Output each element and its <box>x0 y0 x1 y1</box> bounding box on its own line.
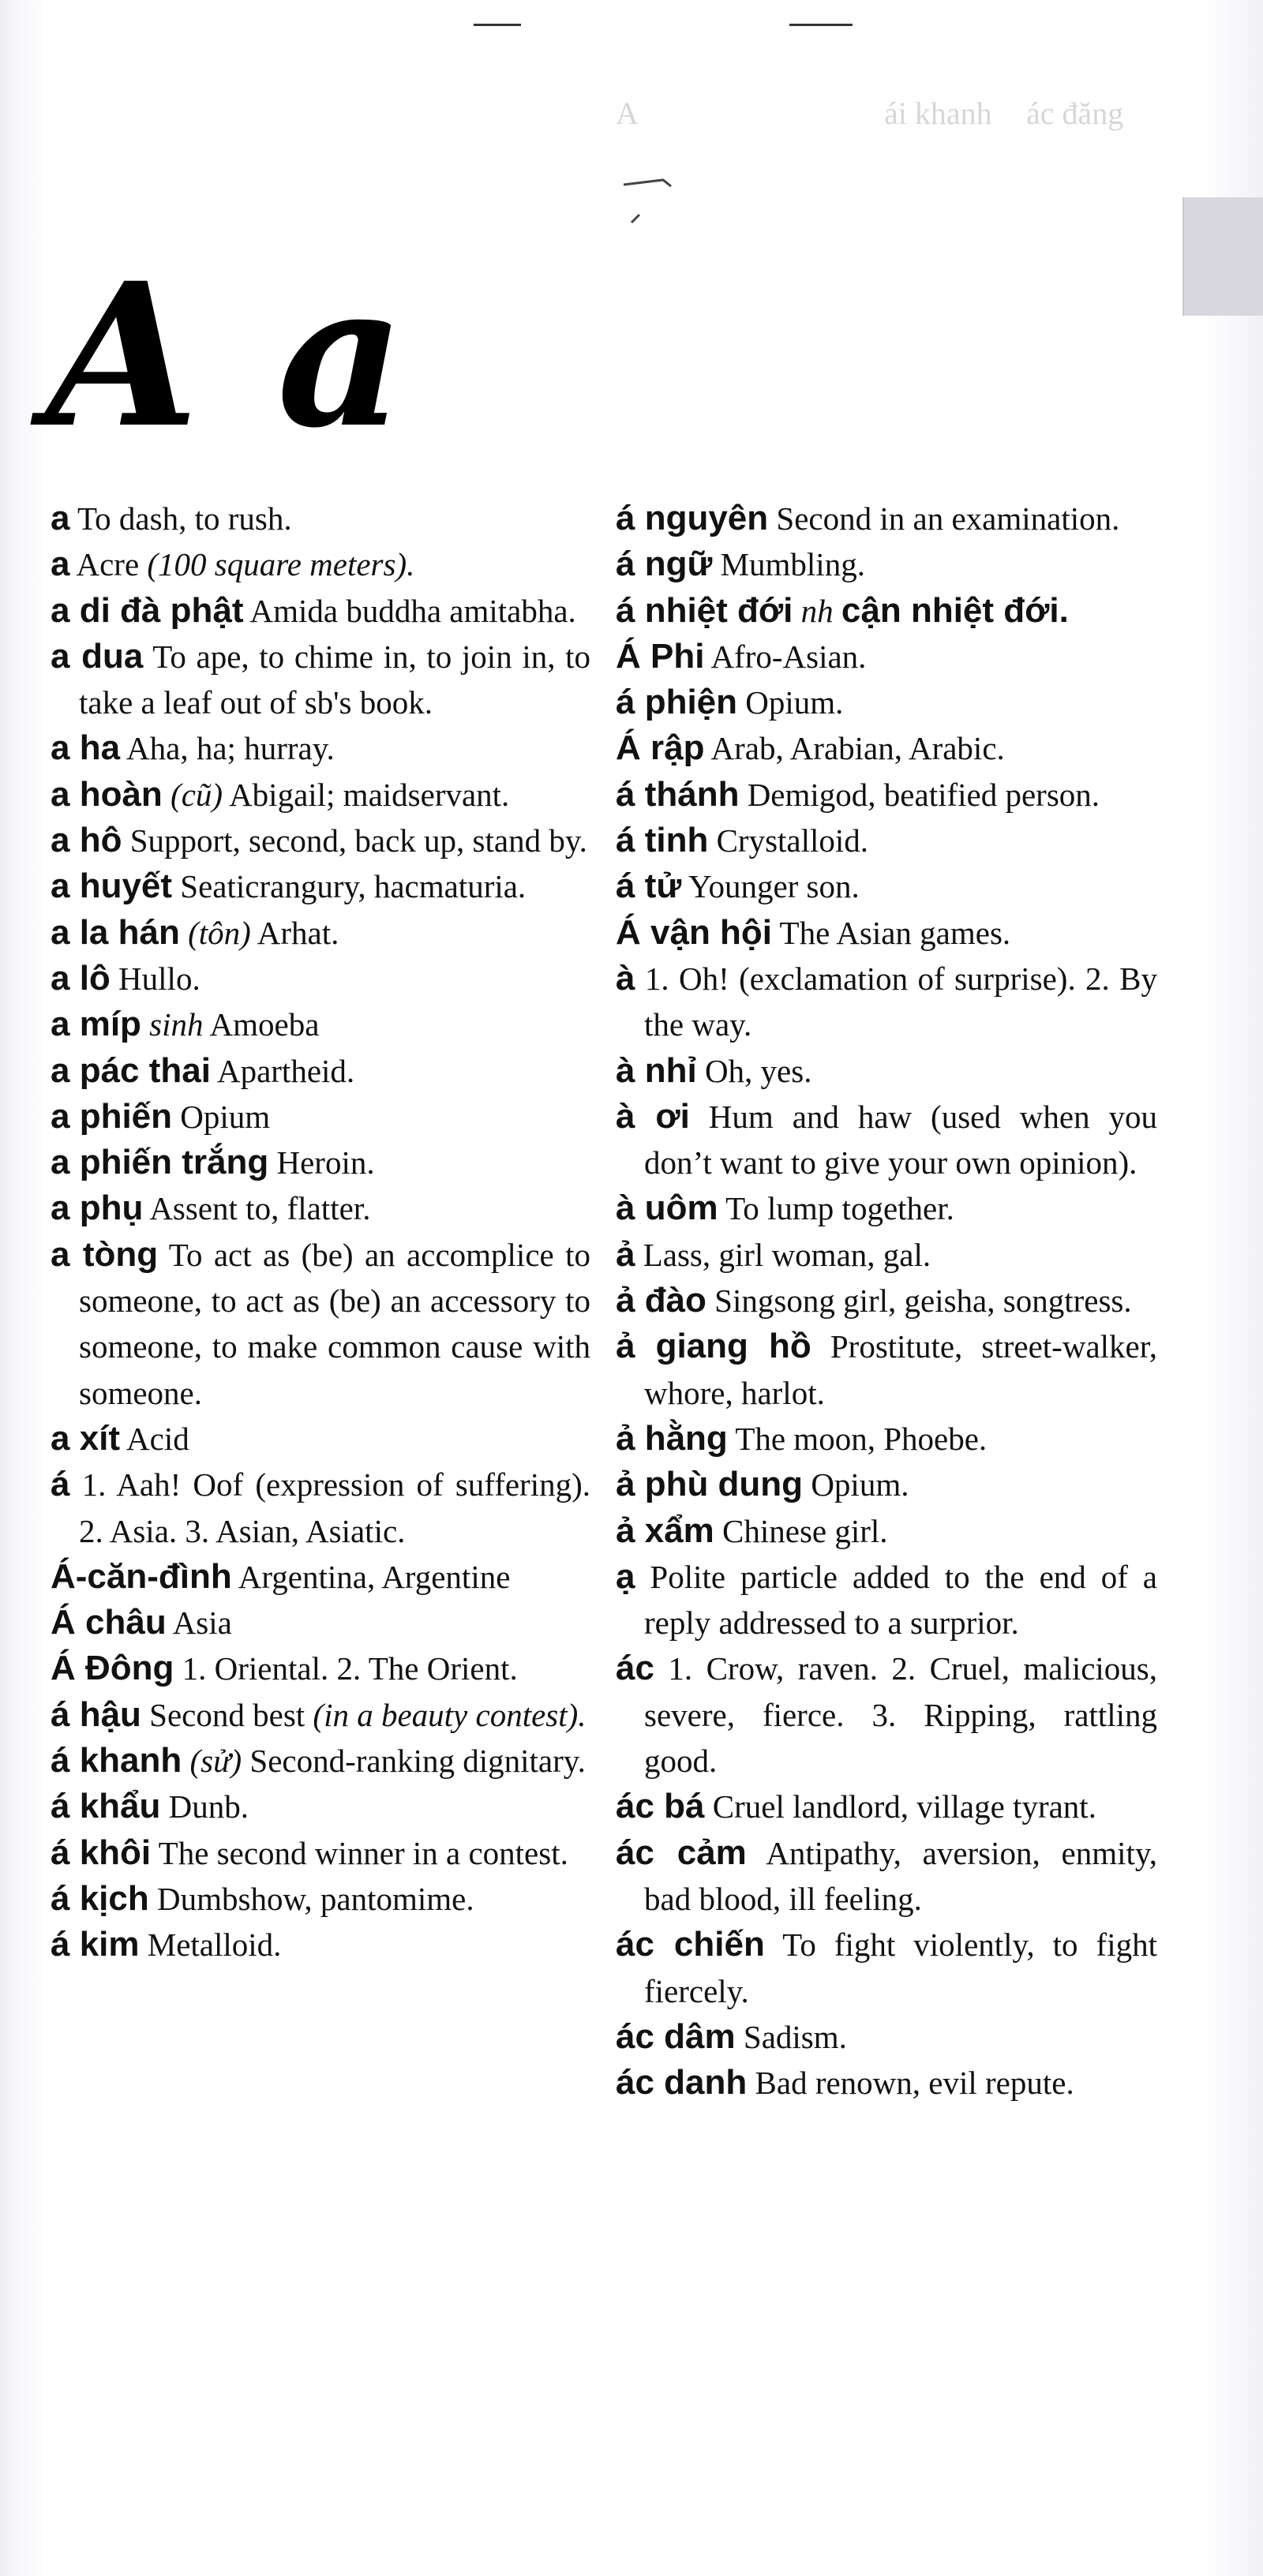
entry-headword: Á vận hội <box>616 912 773 952</box>
entry-definition: Amida buddha amitabha. <box>249 592 576 629</box>
entry-definition: Argentina, Argentine <box>238 1558 511 1595</box>
dictionary-entry <box>616 1048 1157 1094</box>
running-head-right: ái khanh <box>884 95 992 131</box>
entry-headword: Á châu <box>51 1603 167 1642</box>
entry-definition: Cruel landlord, village tyrant. <box>712 1788 1096 1825</box>
dictionary-entry <box>51 725 590 771</box>
entry-headword: ả xẩm <box>616 1511 714 1550</box>
entry-definition: Opium. <box>745 684 844 721</box>
entry-definition: Aha, ha; hurray. <box>126 730 335 767</box>
entry-definition: Acre <box>76 546 140 583</box>
entry-headword: á nguyên <box>616 499 769 537</box>
dictionary-entry <box>51 1002 590 1047</box>
dictionary-entry <box>616 910 1157 956</box>
entry-headword: á tử <box>616 867 682 906</box>
dictionary-entry <box>51 1830 590 1876</box>
entry-usage-label: nh <box>800 592 834 629</box>
entry-headword: a hô <box>51 821 122 860</box>
entry-definition: To fight violently, to fight fiercely. <box>644 1926 1157 2009</box>
entry-headword: ạ <box>616 1556 635 1596</box>
dictionary-entry <box>51 588 590 634</box>
entry-definition: Dumbshow, pantomime. <box>157 1880 474 1917</box>
entry-headword: a phụ <box>51 1189 144 1228</box>
entry-headword: Á-căn-đình <box>51 1556 232 1596</box>
section-letter: A a <box>46 239 410 471</box>
entry-headword: á kịch <box>51 1878 149 1918</box>
entry-headword: Á rập <box>616 728 705 768</box>
entry-definition: Prostitute, street-walker, whore, harlot. <box>644 1328 1157 1411</box>
entry-definition: Seaticrangury, hacmaturia. <box>180 868 527 905</box>
entry-headword: a hoàn <box>51 774 163 814</box>
entry-headword: á nhiệt đới <box>616 590 793 630</box>
entry-headword: á ngữ <box>616 545 713 584</box>
entry-headword: ả hằng <box>616 1418 728 1458</box>
dictionary-entry <box>51 956 590 1002</box>
entry-headword: á thánh <box>616 774 740 814</box>
dictionary-entry <box>51 772 590 818</box>
thumb-index-tab <box>1182 197 1263 316</box>
entry-definition: 1. Aah! Oof (expression of suffering). 2. Asia. 3. Asian, Asiatic. <box>79 1466 590 1549</box>
entry-headword: a phiến <box>51 1096 173 1136</box>
entry-definition: Second in an examination. <box>776 500 1120 537</box>
entry-definition: Antipathy, aversion, enmity, bad blood, ill feeling. <box>644 1834 1157 1917</box>
entry-definition: Dunb. <box>168 1788 249 1825</box>
dictionary-entry <box>616 1416 1157 1462</box>
entry-usage-label: sinh <box>149 1006 204 1043</box>
dictionary-entry <box>616 1922 1157 2014</box>
entry-definition: Sadism. <box>743 2018 847 2055</box>
entry-definition: Chinese girl. <box>722 1512 888 1549</box>
entry-usage-label: (cũ) <box>171 776 223 813</box>
running-head-mid: A <box>616 95 639 131</box>
dictionary-entry <box>616 1554 1157 1646</box>
dictionary-entry <box>51 1922 590 1968</box>
dictionary-entry <box>51 1140 590 1185</box>
entry-headword: a míp <box>51 1005 141 1044</box>
entry-headword: à uôm <box>616 1189 718 1228</box>
entry-definition: 1. Oh! (exclamation of surprise). 2. By the way. <box>644 960 1158 1043</box>
entry-note: (in a beauty contest). <box>313 1696 587 1733</box>
dictionary-entry <box>51 1232 590 1416</box>
dictionary-entry <box>51 1738 590 1784</box>
entry-definition: Metalloid. <box>147 1926 282 1964</box>
entry-headword: ác bá <box>616 1787 705 1826</box>
dictionary-entry <box>616 1094 1157 1186</box>
entry-headword: ác cảm <box>616 1833 747 1872</box>
entry-definition: Support, second, back up, stand by. <box>129 822 587 859</box>
scan-mark <box>789 24 853 26</box>
entry-headword: á hậu <box>51 1694 141 1734</box>
entry-definition: cận nhiệt đới. <box>841 590 1069 630</box>
dictionary-entry <box>616 588 1157 634</box>
entry-headword: á khẩu <box>51 1787 161 1826</box>
entry-headword: a xít <box>51 1418 121 1458</box>
entry-headword: ác <box>616 1649 654 1688</box>
dictionary-entry <box>51 1554 590 1600</box>
entry-definition: To dash, to rush. <box>77 500 292 537</box>
dictionary-entry <box>51 1094 590 1140</box>
dictionary-entry <box>51 1600 590 1646</box>
entry-headword: Á Đông <box>51 1649 174 1688</box>
entry-headword: à nhỉ <box>616 1050 697 1090</box>
dictionary-entry <box>616 1784 1157 1829</box>
dictionary-entry <box>51 1646 590 1691</box>
entry-headword: á khôi <box>51 1833 152 1872</box>
entry-definition: Second best <box>149 1696 305 1733</box>
entry-definition: The second winner in a contest. <box>158 1834 568 1871</box>
entry-definition: 1. Oriental. 2. The Orient. <box>182 1650 518 1687</box>
entry-headword: a dua <box>51 636 144 676</box>
entry-headword: á phiện <box>616 683 738 722</box>
entry-headword: á tinh <box>616 821 709 860</box>
entry-definition: Asia <box>172 1604 232 1642</box>
entry-headword: Á Phi <box>616 636 705 676</box>
entry-definition: Crystalloid. <box>716 822 869 859</box>
entry-headword: a tòng <box>51 1234 159 1274</box>
entry-definition: Arhat. <box>257 914 339 951</box>
entry-headword: á <box>51 1465 70 1504</box>
entry-definition: Younger son. <box>688 868 860 905</box>
dictionary-entry <box>616 818 1157 863</box>
dictionary-entry <box>616 680 1157 725</box>
running-head-left: ác đăng <box>1026 95 1124 131</box>
entry-headword: ả giang hồ <box>616 1327 811 1366</box>
entry-headword: à ơi <box>616 1096 690 1136</box>
entry-headword: ác danh <box>616 2063 748 2102</box>
entry-definition: Arab, Arabian, Arabic. <box>710 730 1005 767</box>
entry-usage-label: (sử) <box>189 1743 242 1780</box>
entry-headword: ả đào <box>616 1281 706 1320</box>
entry-definition: Opium <box>180 1098 271 1135</box>
dictionary-entry <box>51 818 590 863</box>
right-column <box>616 496 1157 2106</box>
dictionary-entry <box>616 772 1157 818</box>
entry-definition: To act as (be) an accomplice to someone, to act as (be) an accessory to someone, to make common cause with someone. <box>79 1236 590 1411</box>
pen-mark-icon <box>616 175 695 230</box>
dictionary-entry <box>51 496 590 541</box>
left-column <box>51 496 590 1968</box>
entry-definition: Mumbling. <box>720 546 865 583</box>
entry-definition: Amoeba <box>209 1006 320 1043</box>
dictionary-entry <box>51 541 590 587</box>
dictionary-entry <box>616 1508 1157 1554</box>
entry-headword: á khanh <box>51 1741 182 1780</box>
dictionary-entry <box>616 725 1157 771</box>
entry-definition: Abigail; maidservant. <box>229 776 510 813</box>
entry-definition: Lass, girl woman, gal. <box>643 1236 931 1273</box>
dictionary-entry <box>51 634 590 726</box>
dictionary-entry <box>51 1048 590 1094</box>
dictionary-entry <box>616 496 1157 541</box>
dictionary-entry <box>51 1692 590 1738</box>
entry-headword: a pác thai <box>51 1050 211 1090</box>
entry-definition: Hullo. <box>118 960 201 997</box>
entry-headword: ả <box>616 1234 635 1274</box>
dictionary-entry <box>616 1185 1157 1231</box>
entry-headword: à <box>616 958 635 998</box>
entry-definition: Singsong girl, geisha, songtress. <box>714 1282 1132 1320</box>
entry-definition: Opium. <box>811 1466 909 1503</box>
entry-note: (100 square meters). <box>147 546 415 583</box>
entry-definition: Polite particle added to the end of a reply addressed to a surprior. <box>644 1558 1157 1642</box>
entry-definition: Bad renown, evil repute. <box>755 2065 1074 2102</box>
entry-headword: a huyết <box>51 867 173 906</box>
entry-headword: a di đà phật <box>51 590 244 630</box>
dictionary-entry <box>616 2060 1157 2106</box>
entry-definition: Oh, yes. <box>704 1052 812 1089</box>
entry-definition: Hum and haw (used when you don’t want to give your own opinion). <box>644 1098 1158 1181</box>
entry-definition: Assent to, flatter. <box>149 1190 371 1227</box>
dictionary-entry <box>616 1324 1157 1416</box>
dictionary-entry <box>51 1462 590 1554</box>
dictionary-entry <box>616 1232 1157 1278</box>
dictionary-entry <box>616 863 1157 909</box>
entry-headword: a <box>51 499 70 537</box>
entry-headword: a la hán <box>51 912 180 952</box>
dictionary-entry <box>616 541 1157 587</box>
dictionary-entry <box>51 1876 590 1922</box>
dictionary-entry <box>616 2014 1157 2060</box>
entry-definition: Second-ranking dignitary. <box>249 1743 586 1780</box>
dictionary-entry <box>51 910 590 956</box>
scan-mark <box>474 24 521 26</box>
dictionary-entry <box>616 634 1157 680</box>
entry-definition: To lump together. <box>725 1190 954 1227</box>
entry-headword: a <box>51 545 70 584</box>
dictionary-entry <box>616 1646 1157 1784</box>
entry-definition: Apartheid. <box>216 1052 355 1089</box>
entry-headword: a lô <box>51 958 111 998</box>
entry-headword: a phiến trắng <box>51 1143 269 1182</box>
dictionary-entry <box>616 1278 1157 1324</box>
dictionary-entry <box>616 1830 1157 1923</box>
entry-headword: ác chiến <box>616 1925 765 1964</box>
entry-definition: Demigod, beatified person. <box>747 776 1100 813</box>
dictionary-entry <box>51 1185 590 1231</box>
dictionary-entry <box>616 1462 1157 1507</box>
dictionary-entry <box>51 863 590 909</box>
entry-headword: ác dâm <box>616 2016 736 2056</box>
entry-definition: The Asian games. <box>779 914 1011 951</box>
dictionary-entry <box>616 956 1157 1048</box>
entry-definition: Acid <box>126 1420 189 1457</box>
entry-headword: á kim <box>51 1925 140 1964</box>
dictionary-entry <box>51 1784 590 1829</box>
entry-headword: a ha <box>51 728 121 768</box>
entry-definition: Afro-Asian. <box>710 638 867 675</box>
entry-definition: Heroin. <box>276 1144 375 1181</box>
entry-usage-label: (tôn) <box>188 914 251 951</box>
entry-definition: To ape, to chime in, to join in, to take a leaf out of sb's book. <box>79 638 590 721</box>
entry-definition: The moon, Phoebe. <box>735 1420 988 1457</box>
entry-definition: 1. Crow, raven. 2. Cruel, malicious, severe, fierce. 3. Ripping, rattling good. <box>644 1650 1158 1780</box>
entry-headword: ả phù dung <box>616 1465 804 1504</box>
dictionary-entry <box>51 1416 590 1462</box>
